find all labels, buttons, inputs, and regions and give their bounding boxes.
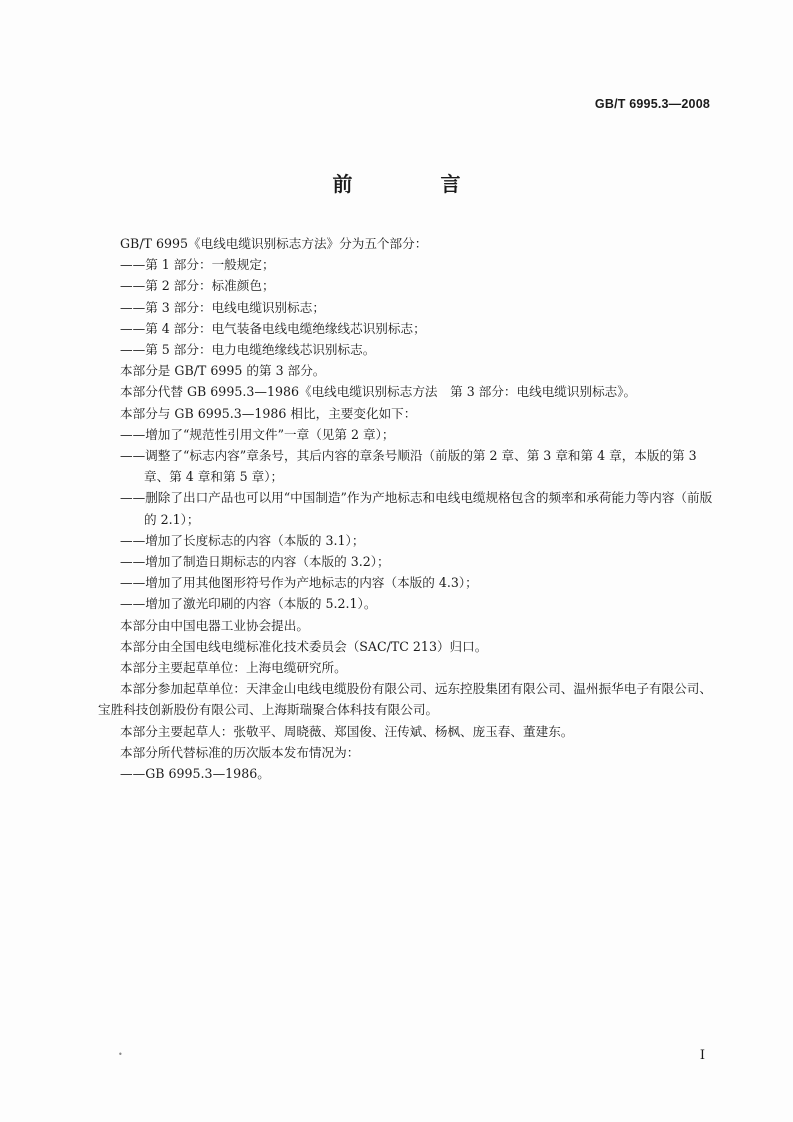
paragraph: 本部分代替 GB 6995.3—1986《电线电缆识别标志方法 第 3 部分：电线电缆识别标志》。 — [120, 384, 637, 400]
paragraph: 本部分主要起草单位：上海电缆研究所。 — [120, 660, 347, 676]
list-item: ——GB 6995.3—1986。 — [120, 766, 270, 782]
list-item: ——调整了“标志内容”章条号，其后内容的章条号顺沿（前版的第 2 章、第 3 章和第 4 章，本版的第 3 章、第 4 章和第 5 章）； — [120, 448, 697, 485]
standard-number: GB/T 6995.3—2008 — [594, 97, 710, 111]
paragraph: 本部分与 GB 6995.3—1986 相比，主要变化如下： — [120, 405, 417, 421]
list-item: ——第 5 部分：电力电缆绝缘线芯识别标志。 — [120, 342, 376, 358]
list-item: ——第 4 部分：电气装备电线电缆绝缘线芯识别标志； — [120, 320, 426, 336]
list-item: ——增加了长度标志的内容（本版的 3.1）； — [120, 532, 365, 548]
page-title: 前 言 — [332, 172, 495, 196]
paragraph: 本部分主要起草人：张敬平、周晓薇、郑国俊、汪传斌、杨枫、庞玉春、董建东。 — [120, 723, 574, 739]
list-item: ——第 2 部分：标准颜色； — [120, 278, 275, 294]
paragraph: GB/T 6995《电线电缆识别标志方法》分为五个部分： — [120, 236, 428, 251]
list-item: ——增加了“规范性引用文件”一章（见第 2 章）； — [120, 426, 395, 442]
page-number: I — [699, 1048, 705, 1063]
paragraph: 本部分由全国电线电缆标准化技术委员会（SAC/TC 213）归口。 — [120, 638, 488, 654]
foreword-body — [98, 233, 714, 784]
paragraph: 本部分所代替标准的历次版本发布情况为： — [120, 744, 360, 760]
paragraph: 本部分参加起草单位：天津金山电线电缆股份有限公司、远东控股集团有限公司、温州振华电子有限公司、宝胜科技创新股份有限公司、上海斯瑞聚合体科技有限公司。 — [98, 681, 712, 718]
list-item: ——第 1 部分：一般规定； — [120, 257, 275, 273]
list-item: ——增加了制造日期标志的内容（本版的 3.2）； — [120, 554, 390, 570]
list-item: ——增加了用其他图形符号作为产地标志的内容（本版的 4.3）； — [120, 575, 478, 591]
list-item: ——增加了激光印刷的内容（本版的 5.2.1）。 — [120, 596, 377, 612]
paragraph: 本部分是 GB/T 6995 的第 3 部分。 — [120, 363, 326, 379]
list-item: ——第 3 部分：电线电缆识别标志； — [120, 299, 325, 315]
list-item: ——删除了出口产品也可以用“中国制造”作为产地标志和电线电缆规格包含的频率和承荷能力等内容（前版的 2.1）； — [120, 490, 713, 527]
paragraph: 本部分由中国电器工业协会提出。 — [120, 617, 309, 633]
scan-dot: • — [118, 1050, 123, 1059]
